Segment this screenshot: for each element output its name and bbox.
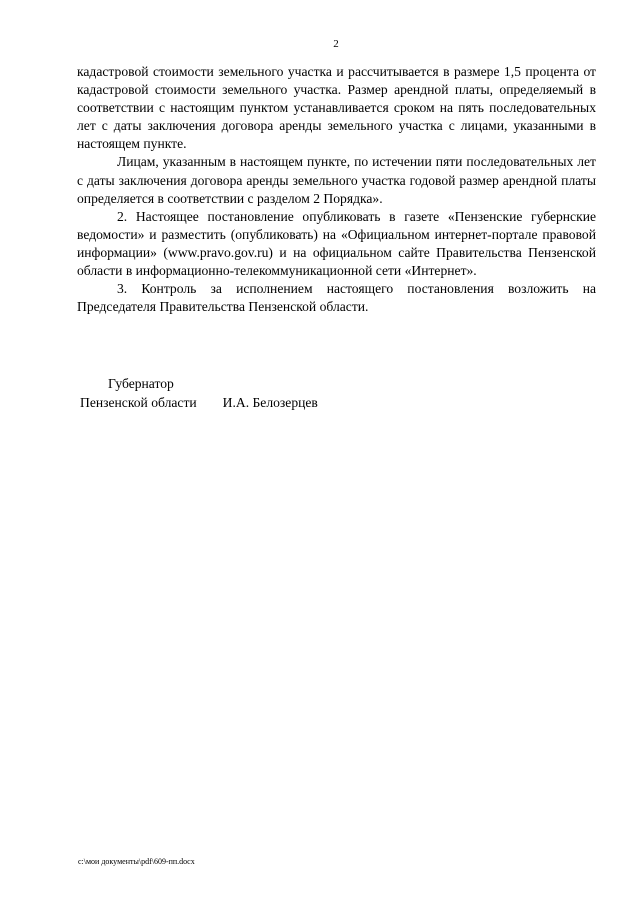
paragraph-publication: 2. Настоящее постановление опубликовать в газете «Пензенские губернские ведомости» и разместить (опубликовать) на «Официальном интернет-портале правовой информации» (www.pravo.gov.ru) и на официальном сайте Правительства Пензенской области в информационно-телекоммуникационной сети «Интернет». bbox=[77, 208, 596, 279]
signatory-name: И.А. Белозерцев bbox=[222, 395, 318, 410]
footer-file-path: c:\мои документы\pdf\609-пп.docx bbox=[78, 857, 195, 866]
signature-block bbox=[80, 374, 400, 412]
signatory-region: Пензенской области bbox=[80, 395, 197, 410]
document-body bbox=[77, 63, 596, 316]
page-number: 2 bbox=[333, 38, 339, 50]
paragraph-lessee-rent: Лицам, указанным в настоящем пункте, по истечении пяти последовательных лет с даты заключения договора аренды земельного участка годовой размер арендной платы определяется в соответствии с разделом 2 Порядка». bbox=[77, 154, 596, 206]
paragraph-control: 3. Контроль за исполнением настоящего постановления возложить на Председателя Правительства Пензенской области. bbox=[77, 281, 596, 315]
signatory-row bbox=[80, 393, 400, 412]
signatory-title: Губернатор bbox=[108, 376, 174, 391]
paragraph-continuation: кадастровой стоимости земельного участка и рассчитывается в размере 1,5 процента от кадастровой стоимости земельного участка. Размер арендной платы, определяемый в соответствии с настоящим пунктом устанавливается сроком на пять последовательных лет с даты заключения договора аренды земельного участка с лицами, указанными в настоящем пункте. bbox=[77, 64, 596, 152]
